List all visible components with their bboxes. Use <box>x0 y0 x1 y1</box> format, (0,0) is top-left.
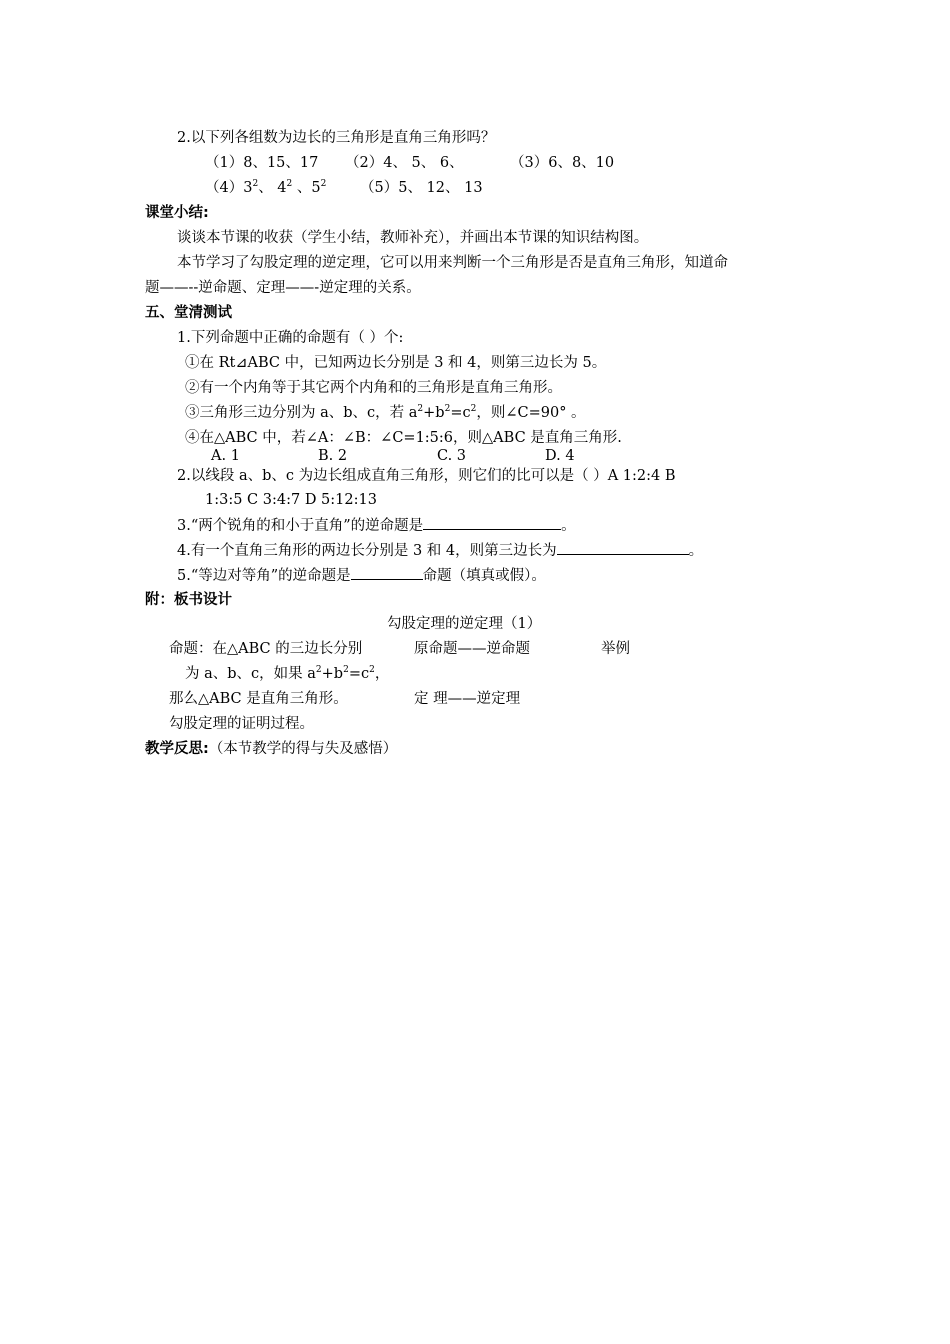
choice-c: C. 3 <box>437 448 467 464</box>
option-1: （1）8、15、17 <box>205 155 319 171</box>
summary-paragraph-2-line-1: 本节学习了勾股定理的逆定理，它可以用来判断一个三角形是否是直角三角形，知道命 <box>177 255 728 271</box>
board-line-3a: 那么△ABC 是直角三角形。 <box>169 691 348 707</box>
test-question-2-line-2: 1:3:5 C 3:4:7 D 5:12:13 <box>205 492 377 508</box>
option-5: （5）5、 12、 13 <box>360 180 483 196</box>
statement-3: ③三角形三边分别为 a、b、c，若 $a^2+b^2=c^2$，则∠C=90° 。 <box>185 404 586 421</box>
board-line-4: 勾股定理的证明过程。 <box>169 716 314 732</box>
option-4: $(4)3^2$、 $4^2$ 、$5^2$ <box>205 179 327 196</box>
option-2: （2）4、 5、 6、 <box>345 155 464 171</box>
board-line-1c: 举例 <box>601 641 630 657</box>
test-question-1: 1.下列命题中正确的命题有（ ）个: <box>177 330 404 346</box>
board-line-3b: 定 理——逆定理 <box>414 691 521 707</box>
statement-4: ④在△ABC 中，若∠A：∠B：∠C=1:5:6，则△ABC 是直角三角形. <box>185 430 622 446</box>
option-3: （3）6、8、10 <box>510 155 615 171</box>
test-question-5: 5.“等边对等角”的逆命题是 命题（填真或假）。 <box>177 565 546 586</box>
test-question-3: 3.“两个锐角的和小于直角”的逆命题是 。 <box>177 515 576 536</box>
question-2-stem: 2.以下列各组数为边长的三角形是直角三角形吗？ <box>177 130 496 146</box>
statement-2: ②有一个内角等于其它两个内角和的三角形是直角三角形。 <box>185 380 562 396</box>
choice-a: A. 1 <box>211 448 240 464</box>
test-question-4: 4.有一个直角三角形的两边长分别是 3 和 4，则第三边长为 。 <box>177 540 703 561</box>
summary-heading: 课堂小结: <box>145 205 209 221</box>
reflection-text: （本节教学的得与失及感悟） <box>208 741 398 757</box>
summary-paragraph-1: 谈谈本节课的收获（学生小结，教师补充），并画出本节课的知识结构图。 <box>177 230 649 246</box>
board-heading: 附：板书设计 <box>145 592 232 608</box>
board-line-1a: 命题：在△ABC 的三边长分别 <box>169 641 363 657</box>
answer-blank <box>557 540 689 555</box>
board-line-2: 为 a、b、c，如果 $a^2+b^2=c^2$， <box>185 665 390 682</box>
board-line-1b: 原命题——逆命题 <box>414 641 530 657</box>
answer-blank <box>423 515 561 530</box>
reflection-heading: 教学反思: <box>145 741 209 757</box>
test-question-2-line-1: 2.以线段 a、b、c 为边长组成直角三角形，则它们的比可以是（ ）A 1:2:4 B <box>177 468 676 484</box>
choice-d: D. 4 <box>545 448 575 464</box>
board-title: 勾股定理的逆定理（1） <box>387 616 542 632</box>
test-heading: 五、堂清测试 <box>145 305 232 321</box>
answer-blank <box>351 565 423 580</box>
reflection <box>145 739 397 759</box>
statement-1: ①在 Rt⊿ABC 中，已知两边长分别是 3 和 4，则第三边长为 5。 <box>185 355 607 371</box>
summary-paragraph-2-line-2: 题——--逆命题、定理——-逆定理的关系。 <box>145 280 421 296</box>
choice-b: B. 2 <box>318 448 348 464</box>
